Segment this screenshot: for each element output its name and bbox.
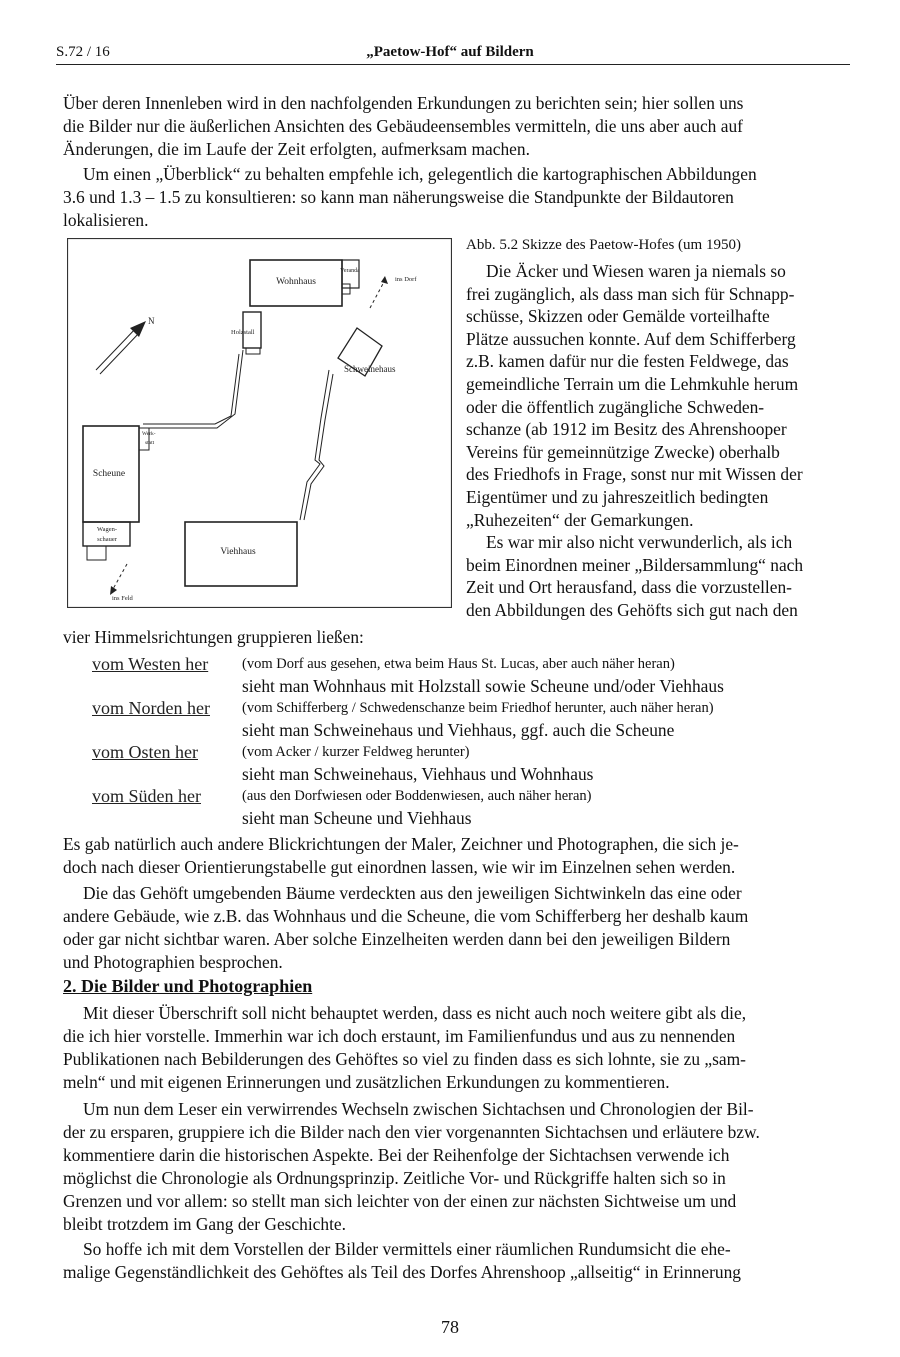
path-west-inner	[143, 354, 239, 424]
text-line: Änderungen, die im Laufe der Zeit erfolgten, aufmerksam machen.	[63, 139, 530, 159]
text-line: „Ruhezeiten“ der Gemarkungen.	[466, 509, 694, 530]
text-line: der zu ersparen, gruppiere ich die Bilder nach den vier vorgenannten Sichtachsen und erläutere bzw.	[63, 1122, 760, 1142]
figure-frame	[68, 239, 452, 608]
text-line: meln“ und mit eigenen Erinnerungen und zusätzlichen Erkundungen zu kommentieren.	[63, 1072, 670, 1092]
path-west	[143, 350, 243, 428]
text-line: des Friedhofs in Frage, sonst nur mit Wissen der	[466, 464, 803, 485]
north-arrow-line-1	[96, 326, 138, 370]
ins-feld-label: ins Feld	[112, 595, 133, 602]
side-text	[466, 260, 803, 622]
text-line: Plätze aussuchen konnte. Auf dem Schifferberg	[466, 328, 796, 349]
direction-label[interactable]: vom Osten her	[92, 742, 198, 762]
text-line: z.B. kamen dafür nur die festen Feldwege, das	[466, 351, 789, 372]
direction-view: sieht man Schweinehaus, Viehhaus und Wohnhaus	[242, 764, 594, 784]
text-line: 3.6 und 1.3 – 1.5 zu konsultieren: so kann man näherungsweise die Standpunkte der Bildautoren	[63, 187, 734, 207]
wohnhaus-label: Wohnhaus	[276, 277, 316, 287]
text-line: Es gab natürlich auch andere Blickrichtungen der Maler, Zeichner und Photographen, die sich je-	[63, 834, 739, 854]
north-label: N	[148, 316, 155, 326]
page-number: 78	[441, 1317, 459, 1337]
path-east	[300, 370, 329, 520]
text-line: andere Gebäude, wie z.B. das Wohnhaus und die Scheune, die vom Schifferberg her deshalb kaum	[63, 906, 749, 926]
scheune-label: Scheune	[92, 469, 126, 479]
text-line: die Bilder nur die äußerlichen Ansichten des Gebäudeensembles vermitteln, die uns aber auch auf	[63, 116, 743, 136]
text-line: Mit dieser Überschrift soll nicht behauptet werden, dass es nicht auch noch weitere gibt als die,	[83, 1003, 747, 1023]
schweinehaus-label: Schweinehaus	[344, 364, 396, 374]
text-line: Die Äcker und Wiesen waren ja niemals so	[486, 261, 786, 281]
text-line: und Photographien besprochen.	[63, 952, 283, 972]
body-paragraph-d	[63, 1098, 760, 1236]
text-line: Die das Gehöft umgebenden Bäume verdeckten aus den jeweiligen Sichtwinkeln das eine oder	[83, 883, 742, 903]
body-paragraph-e	[63, 1238, 741, 1284]
arrow-to-field	[113, 564, 127, 589]
text-line: oder die öffentlich zugängliche Schweden-	[466, 396, 765, 417]
text-line: Über deren Innenleben wird in den nachfolgenden Erkundungen zu berichten sein; hier sollen uns	[63, 93, 744, 113]
path-east-inner	[304, 374, 333, 520]
ins-dorf-label: ins Dorf	[395, 276, 417, 283]
body-paragraph-a	[63, 833, 739, 879]
text-line: vier Himmelsrichtungen gruppieren ließen:	[63, 627, 364, 647]
text-line: schüsse, Skizzen oder Gemälde vorteilhafte	[466, 306, 770, 327]
text-line: Zeit und Ort herausfand, dass die vorzustellen-	[466, 577, 792, 598]
holzstall-label: Holzstall	[231, 329, 255, 336]
direction-label[interactable]: vom Norden her	[92, 698, 210, 718]
text-line: oder gar nicht sichtbar waren. Aber solche Einzelheiten werden dann bei den jeweiligen Bildern	[63, 929, 731, 949]
direction-note: (vom Acker / kurzer Feldweg herunter)	[242, 744, 470, 760]
body-paragraph-b	[63, 882, 748, 974]
page-reference: S.72 / 16	[56, 44, 110, 60]
text-line: lokalisieren.	[63, 210, 149, 230]
text-line: Es war mir also nicht verwunderlich, als ich	[486, 532, 793, 553]
text-line: Vereins für gemeinnützige Zwecke) oberhalb	[466, 441, 780, 462]
werkstatt-label-2: statt	[145, 440, 155, 446]
text-line: möglichst die Chronologie als Ordnungsprinzip. Zeitliche Vor- und Rückgriffe halten sich so in	[63, 1168, 726, 1188]
text-line: bleibt trotzdem im Gang der Geschichte.	[63, 1214, 346, 1234]
text-line: den Abbildungen des Gehöfts sich gut nach den	[466, 599, 798, 620]
direction-view: sieht man Schweinehaus und Viehhaus, ggf. auch die Scheune	[242, 720, 675, 740]
text-line: So hoffe ich mit dem Vorstellen der Bilder vermittels einer räumlichen Rundumsicht die ehe-	[83, 1239, 731, 1259]
direction-view: sieht man Scheune und Viehhaus	[242, 808, 472, 828]
north-arrow-line-2	[100, 332, 140, 374]
direction-label[interactable]: vom Süden her	[92, 786, 201, 806]
werkstatt-label-1: Werk-	[142, 431, 156, 437]
north-arrow-head	[130, 321, 146, 337]
header-rule	[56, 64, 850, 65]
viehhaus-label: Viehhaus	[220, 547, 256, 557]
text-line: kommentiere darin die historischen Aspekte. Bei der Reihenfolge der Sichtachsen verwende ich	[63, 1145, 730, 1165]
section-heading: 2. Die Bilder und Photographien	[63, 976, 313, 996]
arrow-head-village	[381, 276, 388, 284]
body-paragraph-c	[63, 1002, 746, 1094]
farm-sketch-figure	[67, 238, 452, 608]
text-line: Um nun dem Leser ein verwirrendes Wechseln zwischen Sichtachsen und Chronologien der Bil-	[83, 1099, 754, 1119]
direction-label[interactable]: vom Westen her	[92, 654, 209, 674]
figure-caption: Abb. 5.2 Skizze des Paetow-Hofes (um 1950)	[466, 237, 741, 253]
text-line: Um einen „Überblick“ zu behalten empfehle ich, gelegentlich die kartographischen Abbildungen	[83, 164, 757, 184]
text-line: Eigentümer und zu jahreszeitlich bedingten	[466, 486, 769, 507]
arrow-to-village	[370, 280, 385, 308]
wagenschauer-label-1: Wagen-	[96, 526, 118, 533]
direction-note: (aus den Dorfwiesen oder Boddenwiesen, auch näher heran)	[242, 788, 592, 804]
text-line: die ich hier vorstelle. Immerhin war ich doch erstaunt, im Familienfundus und aus zu nennenden	[63, 1026, 736, 1046]
veranda-label: Veranda	[340, 268, 360, 274]
veranda-step	[342, 284, 350, 294]
text-line: doch nach dieser Orientierungstabelle gut einordnen lassen, wie wir im Einzelnen sehen werden.	[63, 857, 736, 877]
holzstall-annex	[246, 348, 260, 354]
text-line: Grenzen und vor allem: so stellt man sich leichter von der einen zur nächsten Sichtweise um und	[63, 1191, 737, 1211]
text-line: frei zugänglich, als dass man sich für Schnapp-	[466, 283, 795, 304]
direction-note: (vom Dorf aus gesehen, etwa beim Haus St. Lucas, aber auch näher heran)	[242, 656, 675, 672]
text-line: beim Einordnen meiner „Bildersammlung“ nach	[466, 554, 804, 575]
running-title: „Paetow-Hof“ auf Bildern	[366, 44, 534, 60]
intro-paragraph-1	[63, 92, 743, 161]
direction-view: sieht man Wohnhaus mit Holzstall sowie Scheune und/oder Viehhaus	[242, 676, 724, 696]
text-line: schanze (ab 1912 im Besitz des Ahrenshooper	[466, 419, 787, 440]
intro-paragraph-2	[63, 163, 757, 232]
direction-note: (vom Schifferberg / Schwedenschanze beim Friedhof herunter, auch näher heran)	[242, 700, 714, 716]
text-line: gemeindliche Terrain um die Lehmkuhle herum	[466, 373, 799, 394]
text-line: Publikationen nach Bebilderungen des Gehöftes so viel zu finden dass es sich lohnte, sie zu „sam-	[63, 1049, 746, 1069]
after-figure-line	[63, 626, 364, 649]
text-line: malige Gegenständlichkeit des Gehöftes als Teil des Dorfes Ahrenshoop „allseitig“ in Erinnerung	[63, 1262, 741, 1282]
wagenschauer-annex	[87, 546, 106, 560]
wagenschauer-label-2: schauer	[97, 536, 117, 543]
